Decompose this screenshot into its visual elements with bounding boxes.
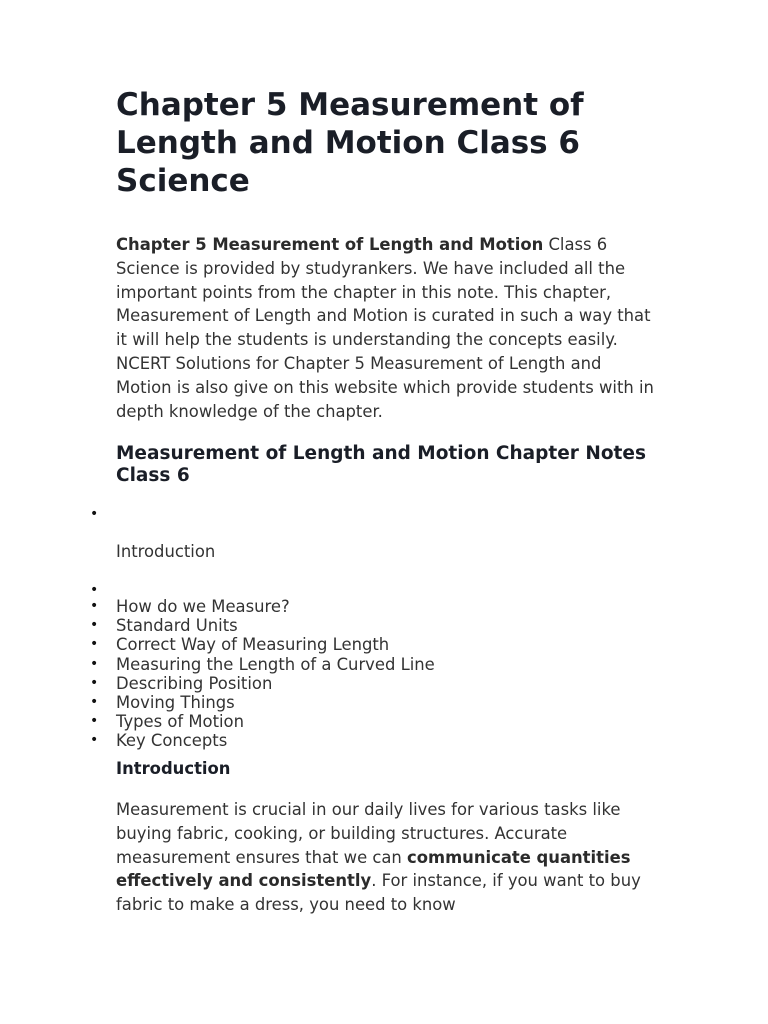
- intro-text: Class 6 Science is provided by studyrankers. We have included all the important points from the chapter in this note. This chapter, Measurement of Length and Motion is curated in such a way that it will help the students is understanding the concepts easily. NCERT Solutions for Chapter 5 Measurement of Length and Motion is also give on this website which provide students with in depth knowledge of the chapter.: [116, 235, 654, 421]
- bullet-marker: •: [90, 636, 99, 653]
- bullet-marker: •: [90, 713, 99, 730]
- toc-item: [90, 673, 435, 693]
- toc-item-label: Standard Units: [116, 616, 238, 636]
- bullet-marker: •: [90, 617, 99, 634]
- toc-item-introduction: Introduction: [116, 542, 216, 561]
- body-text-2: . For instance, if you want to buy fabric to make a dress, you need to know: [116, 871, 641, 915]
- bullet-marker: •: [90, 694, 99, 711]
- section-heading: Measurement of Length and Motion Chapter Notes Class 6: [116, 443, 646, 486]
- introduction-paragraph: [116, 798, 656, 917]
- body-text-1: Measurement is crucial in our daily lives for various tasks like buying fabric, cooking, or building structures. Accurate measurement ensures that we can: [116, 800, 621, 867]
- bullet-marker: •: [90, 655, 99, 672]
- introduction-heading: Introduction: [116, 759, 231, 778]
- toc-item-label: Key Concepts: [116, 731, 228, 751]
- page-title: Chapter 5 Measurement of Length and Motion Class 6 Science: [116, 87, 584, 199]
- toc-item: [90, 731, 435, 751]
- body-bold-phrase: communicate quantities effectively and consistently: [116, 847, 631, 891]
- toc-item-label: Correct Way of Measuring Length: [116, 635, 390, 655]
- toc-item: [90, 635, 435, 655]
- toc-item: [90, 712, 435, 732]
- bullet-marker: •: [90, 732, 99, 749]
- bullet-marker: •: [90, 598, 99, 614]
- toc-item-label: Describing Position: [116, 673, 273, 693]
- intro-bold-lead: Chapter 5 Measurement of Length and Motion: [116, 235, 544, 254]
- bullet-marker: •: [90, 506, 99, 522]
- toc-item-label: Types of Motion: [116, 712, 244, 732]
- toc-item-label: Moving Things: [116, 693, 235, 713]
- toc-item: [90, 654, 435, 674]
- toc-item: [90, 616, 435, 636]
- bullet-marker: •: [90, 582, 99, 598]
- toc-item: [90, 693, 435, 713]
- bullet-marker: •: [90, 674, 99, 691]
- toc-item-label: How do we Measure?: [116, 597, 290, 616]
- toc-list: [90, 597, 435, 751]
- toc-item-label: Measuring the Length of a Curved Line: [116, 654, 435, 674]
- toc-item: [90, 597, 435, 616]
- intro-paragraph: [116, 233, 656, 423]
